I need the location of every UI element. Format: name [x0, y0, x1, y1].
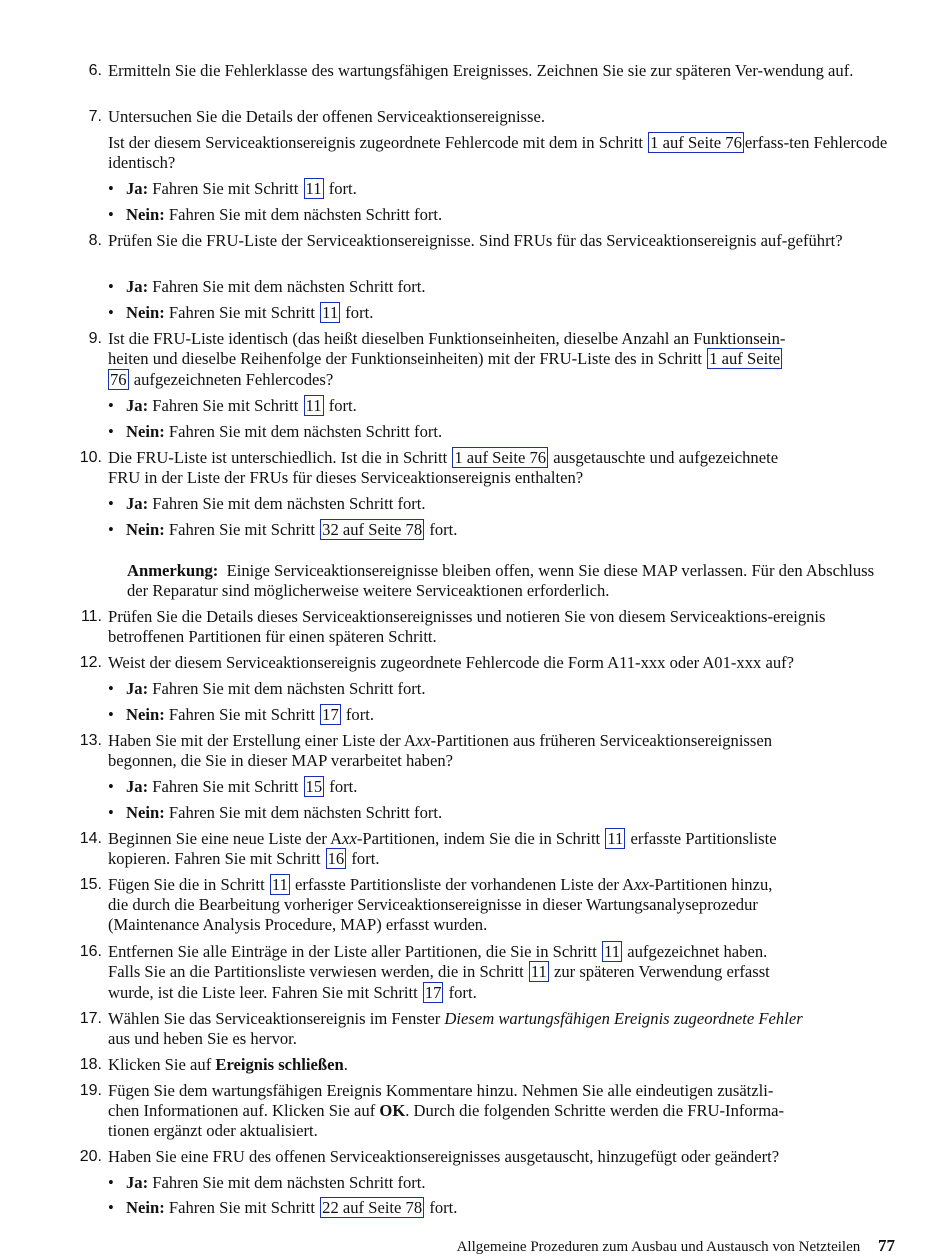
step-text: Klicken Sie auf	[108, 1055, 212, 1074]
answer-text: Fahren Sie mit dem nächsten Schritt fort.	[152, 1173, 426, 1192]
page-number: 77	[878, 1236, 895, 1255]
step-text: (Maintenance Analysis Procedure, MAP) erfasst wurden.	[108, 915, 488, 934]
step-text: Ist die FRU-Liste identisch (das heißt dieselben Funktionseinheiten, dieselbe Anzahl an Funktionsein-	[108, 329, 786, 348]
step-link[interactable]: 32 auf Seite 78	[322, 520, 423, 539]
step-text: aus und heben Sie es hervor.	[108, 1029, 297, 1048]
yes-label: Ja:	[126, 679, 149, 698]
step-text: fort.	[351, 849, 380, 868]
step-link[interactable]: 1 auf Seite	[709, 349, 781, 368]
step-13	[79, 731, 900, 751]
step-text: Haben Sie mit der Erstellung einer Liste der A	[108, 731, 416, 750]
step-10	[79, 448, 900, 468]
window-name: Diesem wartungsfähigen Ereignis zugeordnete Fehler	[444, 1009, 803, 1028]
step-text: chen Informationen auf. Klicken Sie auf	[108, 1101, 376, 1120]
page-footer	[0, 1236, 895, 1257]
step-19-line3	[108, 1121, 900, 1141]
step-19	[79, 1081, 900, 1101]
step-link[interactable]: 16	[327, 849, 345, 868]
footer-title: Allgemeine Prozeduren zum Ausbau und Austausch von Netzteilen	[456, 1239, 861, 1255]
step-text: erfasste Partitionsliste	[630, 829, 777, 848]
step-text: begonnen, die Sie in dieser MAP verarbeitet haben?	[108, 751, 453, 770]
step-12-yes	[108, 679, 906, 699]
bullet: •	[108, 1198, 114, 1217]
no-label: Nein:	[126, 803, 165, 822]
no-label: Nein:	[126, 422, 165, 441]
step-number: 11.	[80, 608, 102, 625]
step-text: . Durch die folgenden Schritte werden die FRU-Informa-	[405, 1101, 785, 1120]
step-number: 14.	[79, 830, 102, 847]
bullet: •	[108, 396, 114, 415]
step-11	[80, 607, 900, 648]
step-text: Die FRU-Liste ist unterschiedlich. Ist die in Schritt	[108, 448, 448, 467]
answer-text: Fahren Sie mit Schritt	[168, 520, 315, 539]
step-number: 9.	[88, 330, 102, 347]
bullet: •	[108, 277, 114, 296]
step-13-line2	[108, 751, 900, 771]
step-9	[88, 329, 900, 349]
answer-text: Fahren Sie mit dem nächsten Schritt fort.	[152, 277, 426, 296]
answer-text: fort.	[429, 1198, 458, 1217]
step-number: 20.	[79, 1148, 102, 1165]
step-9-line2	[108, 349, 900, 369]
note	[127, 561, 887, 602]
step-text: -Partitionen aus früheren Serviceaktionsereignissen	[430, 731, 773, 750]
answer-text: Fahren Sie mit Schritt	[152, 179, 299, 198]
step-text: heiten und dieselbe Reihenfolge der Funktionseinheiten) mit der FRU-Liste des in Schritt	[108, 349, 703, 368]
answer-text: Fahren Sie mit dem nächsten Schritt fort.	[168, 803, 443, 822]
yes-label: Ja:	[126, 777, 149, 796]
step-text: aufgezeichneten Fehlercodes?	[133, 370, 334, 389]
step-12	[79, 653, 900, 673]
step-text: tionen ergänzt oder aktualisiert.	[108, 1121, 318, 1140]
step-15-line2	[108, 895, 900, 915]
answer-text: Fahren Sie mit dem nächsten Schritt fort.	[152, 679, 426, 698]
no-label: Nein:	[126, 705, 165, 724]
step-8-no	[108, 303, 906, 323]
step-number: 7.	[88, 108, 102, 125]
step-9-no	[108, 422, 906, 442]
step-link[interactable]: 11	[604, 942, 621, 961]
step-text: wurde, ist die Liste leer. Fahren Sie mit Schritt	[108, 983, 418, 1002]
step-8-yes	[108, 277, 906, 297]
step-number: 15.	[79, 876, 102, 893]
step-text: Prüfen Sie die Details dieses Serviceaktionsereignisses und notieren Sie von diesem Serviceaktions-ereignis betroffenen Partitionen für einen späteren Schritt.	[108, 607, 826, 647]
step-text-italic: xx	[634, 875, 649, 894]
yes-label: Ja:	[126, 179, 149, 198]
step-link[interactable]: 76	[110, 370, 127, 389]
yes-label: Ja:	[126, 494, 149, 513]
answer-text: Fahren Sie mit Schritt	[152, 777, 299, 796]
step-link[interactable]: 11	[271, 875, 288, 894]
step-number: 17.	[79, 1010, 102, 1027]
step-text: .	[343, 1055, 348, 1074]
step-12-no	[108, 705, 906, 725]
answer-text: Fahren Sie mit dem nächsten Schritt fort.	[152, 494, 426, 513]
bullet: •	[108, 422, 114, 441]
step-19-line2	[108, 1101, 900, 1121]
step-16	[79, 942, 900, 962]
bullet: •	[108, 520, 114, 539]
step-link[interactable]: 17	[322, 705, 339, 724]
step-20-no	[108, 1198, 906, 1218]
bullet: •	[108, 303, 114, 322]
note-label: Anmerkung:	[127, 561, 219, 580]
button-reference: OK	[379, 1101, 406, 1120]
step-link[interactable]: 11	[607, 829, 624, 848]
step-text: die durch die Bearbeitung vorheriger Serviceaktionsereignisse in dieser Wartungsanalyseprozedur	[108, 895, 758, 914]
step-15	[79, 875, 900, 895]
step-text: Falls Sie an die Partitionsliste verwiesen werden, die in Schritt	[108, 962, 524, 981]
bullet: •	[108, 777, 114, 796]
step-link[interactable]: 11	[305, 396, 322, 415]
bullet: •	[108, 679, 114, 698]
bullet: •	[108, 803, 114, 822]
step-link[interactable]: 1 auf Seite 76	[650, 133, 742, 152]
answer-text: fort.	[345, 303, 374, 322]
step-7	[88, 107, 900, 127]
step-8	[88, 231, 900, 251]
step-10-line2	[108, 468, 900, 488]
no-label: Nein:	[126, 303, 165, 322]
answer-text: fort.	[329, 777, 358, 796]
no-label: Nein:	[126, 205, 165, 224]
step-number: 16.	[79, 943, 102, 960]
step-14	[79, 829, 900, 849]
step-text: Beginnen Sie eine neue Liste der A	[108, 829, 343, 848]
answer-text: Fahren Sie mit dem nächsten Schritt fort.	[168, 205, 443, 224]
step-number: 12.	[79, 654, 102, 671]
step-text: fort.	[448, 983, 477, 1002]
step-text: zur späteren Verwendung erfasst	[553, 962, 770, 981]
step-14-line2	[108, 849, 900, 869]
step-text: Wählen Sie das Serviceaktionsereignis im Fenster	[108, 1009, 441, 1028]
button-reference: Ereignis schließen	[215, 1055, 344, 1074]
step-text: erfasste Partitionsliste der vorhandenen Liste der A	[295, 875, 635, 894]
step-number: 18.	[79, 1056, 102, 1073]
step-18	[79, 1055, 900, 1075]
step-text: Fügen Sie dem wartungsfähigen Ereignis Kommentare hinzu. Nehmen Sie alle eindeutigen zusätzli-	[108, 1081, 774, 1100]
step-9-line3	[108, 370, 900, 390]
answer-text: fort.	[328, 179, 357, 198]
step-link[interactable]: 1 auf Seite 76	[454, 448, 547, 467]
bullet: •	[108, 705, 114, 724]
no-label: Nein:	[126, 520, 165, 539]
step-link[interactable]: 17	[424, 983, 442, 1002]
step-link[interactable]: 22 auf Seite 78	[322, 1198, 423, 1217]
step-number: 6.	[88, 62, 102, 79]
step-number: 10.	[79, 449, 102, 466]
answer-text: Fahren Sie mit Schritt	[168, 1198, 315, 1217]
step-text: FRU in der Liste der FRUs für dieses Serviceaktionsereignis enthalten?	[108, 468, 584, 487]
step-6	[88, 61, 900, 81]
answer-text: fort.	[429, 520, 458, 539]
answer-text: Fahren Sie mit dem nächsten Schritt fort.	[168, 422, 443, 441]
step-17-line2	[108, 1029, 900, 1049]
bullet: •	[108, 494, 114, 513]
step-17	[79, 1009, 900, 1029]
step-7-question	[108, 133, 900, 174]
step-text: -Partitionen, indem Sie die in Schritt	[356, 829, 601, 848]
step-9-yes	[108, 396, 906, 416]
step-10-yes	[108, 494, 906, 514]
step-number: 13.	[79, 732, 102, 749]
step-text: Ermitteln Sie die Fehlerklasse des wartungsfähigen Ereignisses. Zeichnen Sie sie zur späteren Ver-wendung auf.	[108, 61, 854, 80]
step-number: 19.	[79, 1082, 102, 1099]
step-link[interactable]: 15	[305, 777, 323, 796]
step-20	[79, 1147, 900, 1167]
step-link[interactable]: 11	[322, 303, 339, 322]
step-text: kopieren. Fahren Sie mit Schritt	[108, 849, 321, 868]
step-text: -Partitionen hinzu,	[648, 875, 773, 894]
step-13-yes	[108, 777, 906, 797]
bullet: •	[108, 205, 114, 224]
step-text: Weist der diesem Serviceaktionsereignis zugeordnete Fehlercode die Form A11-xxx oder A01-xxx auf?	[108, 653, 795, 672]
step-text: Untersuchen Sie die Details der offenen Serviceaktionsereignisse.	[108, 107, 545, 126]
step-20-yes	[108, 1173, 906, 1193]
step-text: aufgezeichnet haben.	[627, 942, 768, 961]
step-13-no	[108, 803, 906, 823]
step-text-italic: xx	[342, 829, 357, 848]
step-7-yes	[108, 179, 906, 199]
answer-text: Fahren Sie mit Schritt	[168, 705, 315, 724]
answer-text: fort.	[345, 705, 374, 724]
yes-label: Ja:	[126, 396, 149, 415]
answer-text: Fahren Sie mit Schritt	[152, 396, 299, 415]
step-16-line3	[108, 983, 900, 1003]
no-label: Nein:	[126, 1198, 165, 1217]
step-7-no	[108, 205, 906, 225]
step-text: Entfernen Sie alle Einträge in der Liste aller Partitionen, die Sie in Schritt	[108, 942, 597, 961]
step-link[interactable]: 11	[305, 179, 322, 198]
note-text: Einige Serviceaktionsereignisse bleiben offen, wenn Sie diese MAP verlassen. Für den Abschluss der Reparatur sind möglicherweise weitere Serviceaktionen erforderlich.	[127, 561, 875, 601]
step-text: Fügen Sie die in Schritt	[108, 875, 265, 894]
step-link[interactable]: 11	[530, 962, 547, 981]
step-number: 8.	[88, 232, 102, 249]
step-text: Haben Sie eine FRU des offenen Serviceaktionsereignisses ausgetauscht, hinzugefügt oder geändert?	[108, 1147, 780, 1166]
step-16-line2	[108, 962, 900, 982]
bullet: •	[108, 179, 114, 198]
yes-label: Ja:	[126, 1173, 149, 1192]
step-text: Prüfen Sie die FRU-Liste der Serviceaktionsereignisse. Sind FRUs für das Serviceaktionsereignis auf-geführt?	[108, 231, 843, 250]
question-text: erfass-ten Fehlercode identisch?	[108, 133, 888, 173]
yes-label: Ja:	[126, 277, 149, 296]
bullet: •	[108, 1173, 114, 1192]
step-15-line3	[108, 915, 900, 935]
step-10-no	[108, 520, 906, 540]
answer-text: fort.	[328, 396, 357, 415]
question-text: Ist der diesem Serviceaktionsereignis zugeordnete Fehlercode mit dem in Schritt	[108, 133, 643, 152]
step-text-italic: xx	[415, 731, 431, 750]
answer-text: Fahren Sie mit Schritt	[168, 303, 315, 322]
step-text: ausgetauschte und aufgezeichnete	[553, 448, 779, 467]
